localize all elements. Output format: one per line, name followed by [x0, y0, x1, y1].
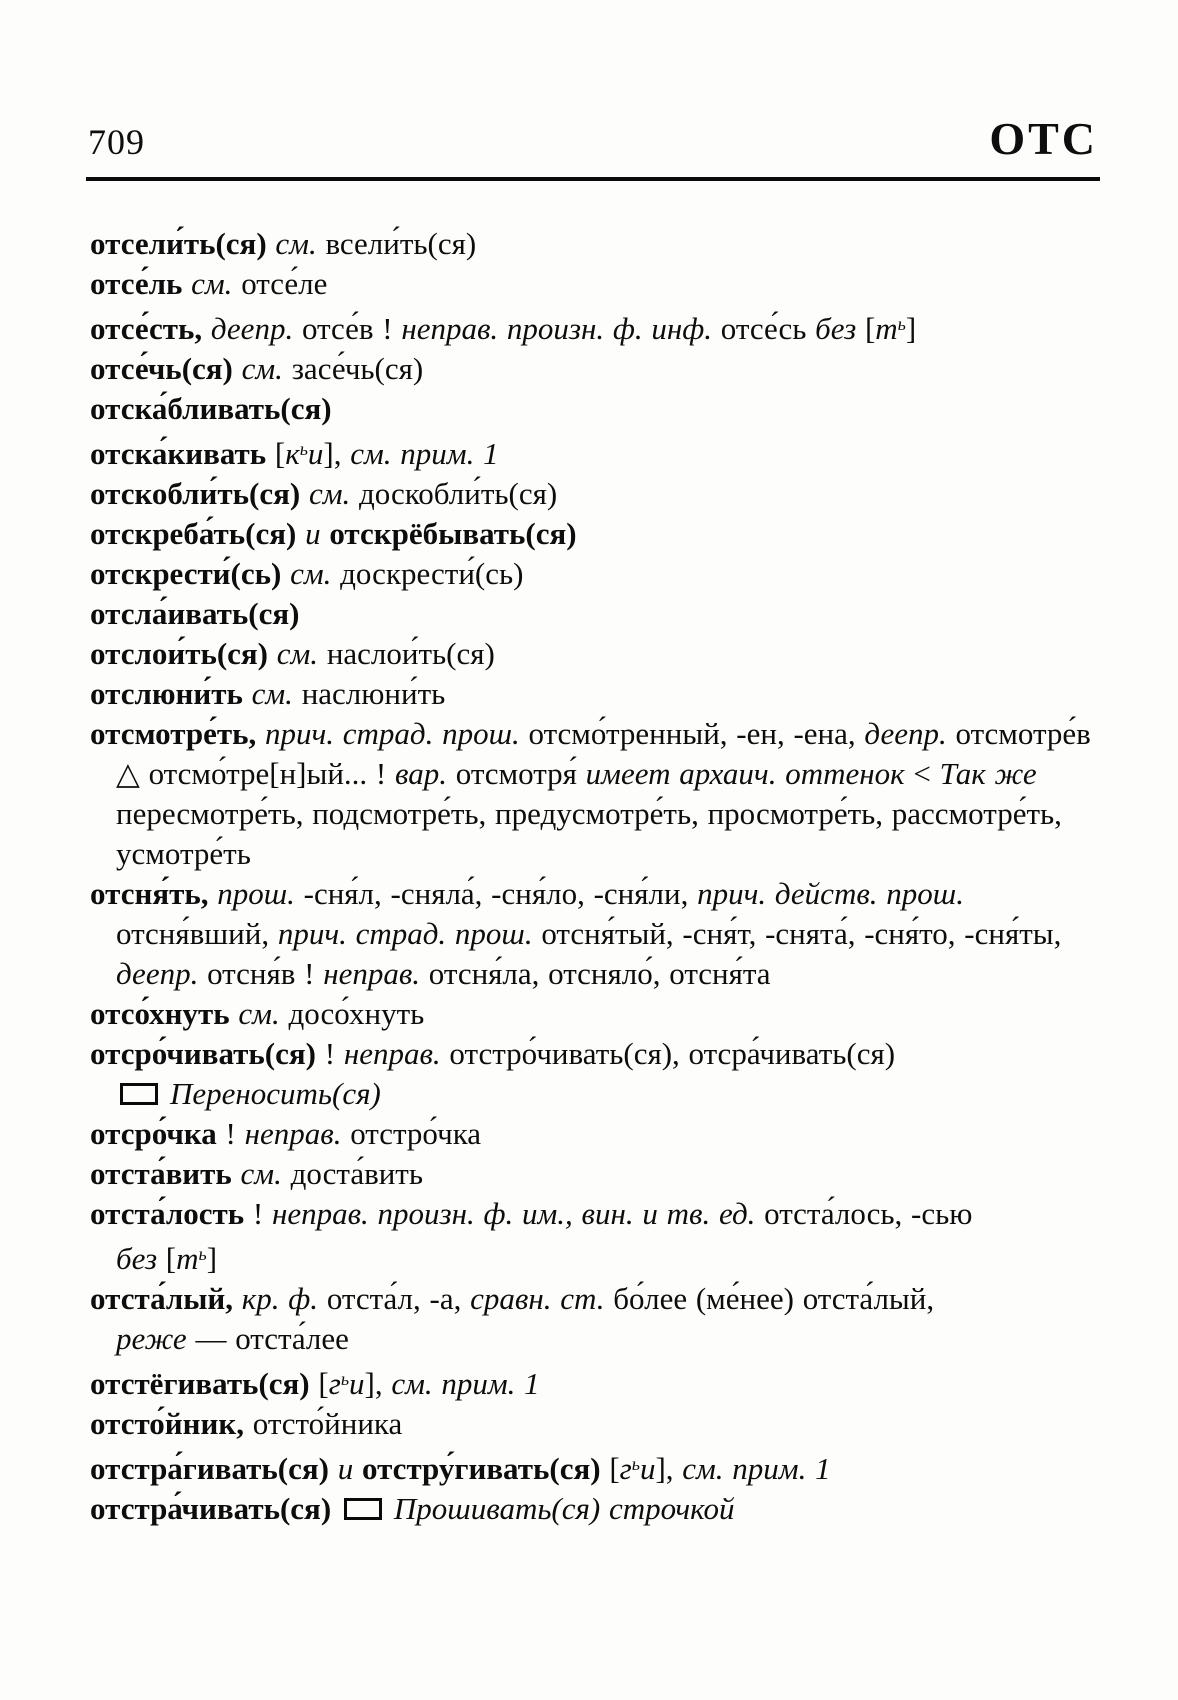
dictionary-entry [90, 1279, 1100, 1359]
headword-text: отстра́чивать(ся) [90, 1491, 340, 1526]
soft-sign-superscript: ь [897, 314, 906, 334]
entry-text: отсня́вший, [116, 916, 278, 951]
grammar-label: см. [308, 476, 359, 511]
headword-text: отскрёбывать(ся) [329, 516, 577, 551]
entry-text: отстро́чка [350, 1116, 482, 1151]
entry-text: доскрести́(сь) [340, 556, 524, 591]
entry-text: ] [905, 311, 917, 346]
grammar-label: см. [251, 676, 302, 711]
entry-text: [ [318, 1366, 329, 1401]
grammar-label: Так же [939, 756, 1037, 791]
grammar-label: и [639, 1451, 656, 1486]
grammar-label: т [875, 311, 898, 346]
dictionary-entry [90, 1489, 1100, 1529]
entry-text: наслои́ть(ся) [326, 636, 495, 671]
headword-text: отскрести́(сь) [90, 556, 291, 591]
entry-text: отсня́в ! [207, 956, 324, 991]
entry-text: доскобли́ть(ся) [359, 476, 558, 511]
grammar-label: г [328, 1366, 341, 1401]
grammar-label: прич. действ. прош. [697, 876, 964, 911]
headword-text: отсро́чка [90, 1116, 226, 1151]
headword-text: отсо́хнуть [90, 996, 239, 1031]
entry-text: отсня́тый, -сня́т, -снята́, -сня́то, -сня́ты, [541, 916, 1062, 951]
entry-text: — отста́лее [195, 1321, 349, 1356]
grammar-label: без [815, 311, 865, 346]
grammar-label: см. прим. 1 [391, 1366, 540, 1401]
grammar-label: г [619, 1451, 632, 1486]
grammar-label: см. [275, 226, 326, 261]
entry-text: бо́лее (ме́нее) отста́лый, [613, 1281, 935, 1316]
grammar-label: к [285, 436, 300, 471]
headword-text: отскобли́ть(ся) [90, 476, 309, 511]
soft-sign-superscript: ь [299, 439, 308, 459]
entry-text: [ [165, 1241, 177, 1276]
dictionary-entry [90, 1359, 1100, 1404]
dictionary-entry [90, 1114, 1100, 1154]
headword-text: отскреба́ть(ся) [90, 516, 306, 551]
headword-text: отсто́йник, [90, 1406, 253, 1441]
entry-list [90, 224, 1100, 1529]
headword-text: отста́лость [90, 1196, 253, 1231]
grammar-label: и [307, 436, 324, 471]
dictionary-entry [90, 514, 1100, 554]
grammar-label: и [337, 1451, 362, 1486]
dictionary-entry [90, 429, 1100, 474]
entry-text: отсе́в ! [301, 311, 402, 346]
entry-text: отсня́ла, отсняло́, отсня́та [428, 956, 771, 991]
entry-text: ], [655, 1451, 683, 1486]
headword-text: отстёгивать(ся) [90, 1366, 319, 1401]
entry-text: отста́лось, -сью [764, 1196, 973, 1231]
grammar-label: прич. страд. прош. [264, 716, 529, 751]
dictionary-entry [90, 389, 1100, 429]
dictionary-entry [90, 674, 1100, 714]
headword-text: отсмотре́ть, [90, 716, 265, 751]
headword-text: отстра́гивать(ся) [90, 1451, 338, 1486]
headword-text: отстру́гивать(ся) [361, 1451, 610, 1486]
entry-text: ! [225, 1116, 245, 1151]
headword-text: отсе́ль [90, 266, 192, 301]
sense-box-icon [120, 1083, 158, 1105]
grammar-label: неправ. [323, 956, 429, 991]
grammar-label: сравн. ст. [470, 1281, 614, 1316]
headword-text: отсе́чь(ся) [90, 351, 242, 386]
grammar-label: см. [241, 351, 292, 386]
entry-text: ], [364, 1366, 392, 1401]
dictionary-entry [90, 1154, 1100, 1194]
grammar-label: см. [238, 996, 289, 1031]
dictionary-entry [90, 264, 1100, 304]
grammar-label: и [305, 516, 330, 551]
grammar-label: см. [290, 556, 341, 591]
grammar-label: имеет архаич. оттенок [585, 756, 914, 791]
entry-text: ] [206, 1241, 218, 1276]
entry-text: отсмотре́в △ отсмо́тре[н]ый... ! [116, 716, 1091, 791]
page-header [88, 112, 1098, 165]
headword-text: отста́лый, [90, 1281, 242, 1316]
grammar-label: вар. [395, 756, 456, 791]
headword-text: отсла́ивать(ся) [90, 596, 300, 631]
entry-text: пересмотре́ть, подсмотре́ть, предусмотре́ть, просмотре́ть, рассмотре́ть, усмотре́ть [116, 796, 1062, 871]
dictionary-entry [90, 874, 1100, 994]
entry-text: отсмо́тренный, -ен, -ена, [528, 716, 865, 751]
dictionary-entry [90, 349, 1100, 389]
headword-text: отста́вить [90, 1156, 241, 1191]
entry-text: ! [252, 1196, 272, 1231]
headword-text: отслюни́ть [90, 676, 252, 711]
sense-box-icon [344, 1498, 382, 1520]
entry-text: отсмотря́ [455, 756, 586, 791]
entry-text: отстро́чивать(ся), отсра́чивать(ся) [449, 1036, 896, 1071]
entry-text: ], [323, 436, 351, 471]
guide-word: ОТС [989, 113, 1098, 164]
entry-text: доста́вить [290, 1156, 423, 1191]
grammar-label: деепр. [864, 716, 956, 751]
grammar-label: деепр. [210, 311, 302, 346]
grammar-label: прош. [217, 876, 304, 911]
dictionary-entry [90, 714, 1100, 874]
entry-text: досо́хнуть [288, 996, 425, 1031]
grammar-label: Прошивать(ся) строчкой [393, 1491, 735, 1526]
grammar-label: см. прим. 1 [682, 1451, 831, 1486]
grammar-label: деепр. [116, 956, 208, 991]
dictionary-entry [90, 224, 1100, 264]
dictionary-entry [90, 994, 1100, 1034]
header-rule-divider [86, 177, 1100, 181]
entry-text: [ [274, 436, 286, 471]
dictionary-entry [90, 304, 1100, 349]
headword-text: отска́кивать [90, 436, 275, 471]
grammar-label: без [116, 1241, 166, 1276]
soft-sign-superscript: ь [340, 1369, 349, 1389]
dictionary-entry [90, 1034, 1100, 1114]
entry-text: отсе́ле [241, 266, 328, 301]
entry-text: отста́л, -а, [326, 1281, 471, 1316]
grammar-label: и [349, 1366, 365, 1401]
headword-text: отсро́чивать(ся) [90, 1036, 325, 1071]
entry-text: отсто́йника [252, 1406, 403, 1441]
grammar-label: т [176, 1241, 199, 1276]
entry-text: всели́ть(ся) [325, 226, 477, 261]
grammar-label: реже [116, 1321, 196, 1356]
entry-text: [ [609, 1451, 620, 1486]
headword-text: отсели́ть(ся) [90, 226, 276, 261]
grammar-label: см. [276, 636, 327, 671]
grammar-label: неправ. произн. ф. им., вин. и тв. ед. [271, 1196, 765, 1231]
soft-sign-superscript: ь [198, 1244, 207, 1264]
grammar-label: см. прим. 1 [350, 436, 499, 471]
headword-text: отсня́ть, [90, 876, 218, 911]
grammar-label: см. [240, 1156, 291, 1191]
grammar-label: кр. ф. [241, 1281, 327, 1316]
entry-text: < [913, 756, 940, 791]
grammar-label: неправ. [343, 1036, 450, 1071]
grammar-label: неправ. [244, 1116, 351, 1151]
grammar-label: прич. страд. прош. [277, 916, 542, 951]
entry-text: наслюни́ть [301, 676, 446, 711]
dictionary-entry [90, 594, 1100, 634]
entry-text: отсе́сь [720, 311, 816, 346]
dictionary-entry [90, 634, 1100, 674]
grammar-label: Переносить(ся) [170, 1076, 381, 1111]
dictionary-entry [90, 1404, 1100, 1444]
grammar-label: см. [191, 266, 242, 301]
soft-sign-superscript: ь [631, 1454, 640, 1474]
headword-text: отска́бливать(ся) [90, 391, 332, 426]
page-number: 709 [88, 122, 145, 162]
dictionary-entry [90, 1444, 1100, 1489]
entry-text: ! [324, 1036, 344, 1071]
entry-text: -сня́л, -сняла́, -сня́ло, -сня́ли, [303, 876, 698, 911]
dictionary-entry [90, 474, 1100, 514]
headword-text: отслои́ть(ся) [90, 636, 277, 671]
headword-text: отсе́сть, [90, 311, 211, 346]
dictionary-entry [90, 554, 1100, 594]
entry-text: засе́чь(ся) [291, 351, 424, 386]
dictionary-entry [90, 1194, 1100, 1279]
grammar-label: неправ. произн. ф. инф. [401, 311, 721, 346]
entry-text: [ [864, 311, 876, 346]
